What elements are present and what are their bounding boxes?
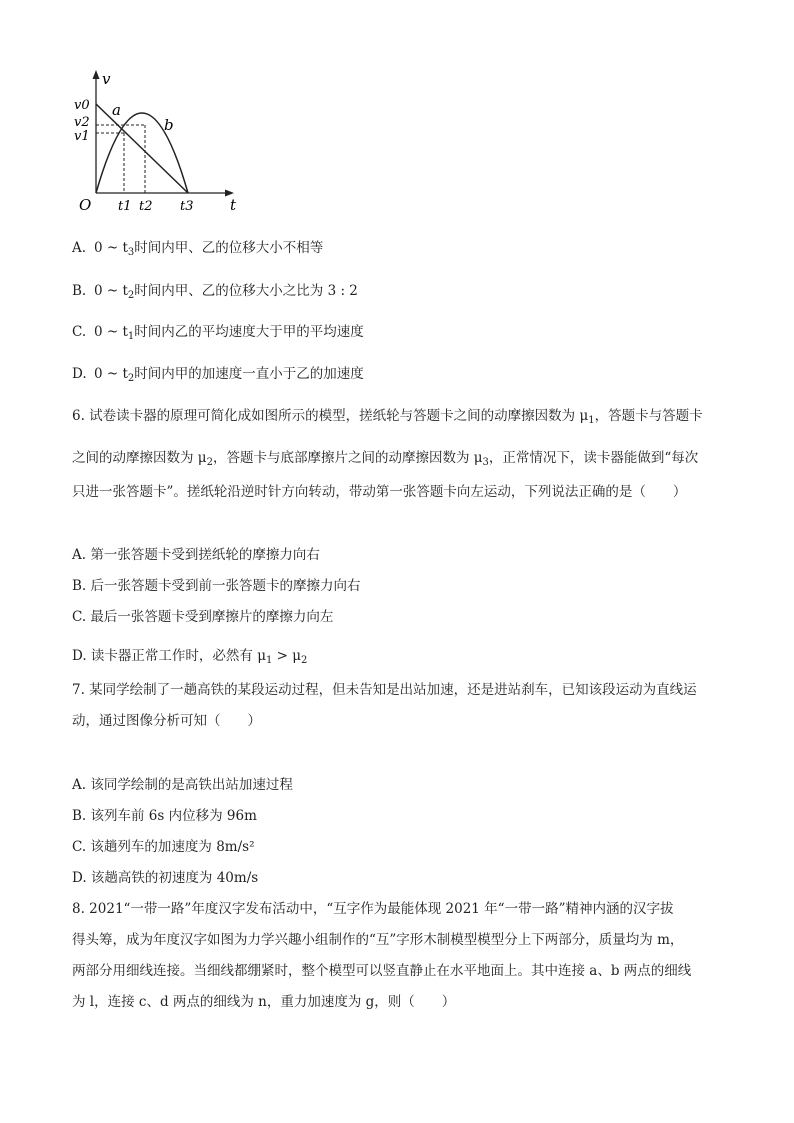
q6-option-b: B. 后一张答题卡受到前一张答题卡的摩擦力向右	[72, 578, 361, 594]
q6-stem-line-1: 6. 试卷读卡器的原理可简化成如图所示的模型，搓纸轮与答题卡之间的动摩擦因数为 $\mu_1$，答题卡与答题卡	[72, 408, 703, 426]
vt-graph	[70, 68, 250, 218]
q7-option-d: D. 该趟高铁的初速度为 40m/s	[72, 870, 259, 886]
q7-option-b: B. 该列车前 6s 内位移为 96m	[72, 808, 257, 824]
q5-option-d: D. 0 ~ $t_2$时间内甲的加速度一直小于乙的加速度	[72, 366, 364, 384]
label-v-axis: v	[102, 70, 111, 88]
q5-a-range: 0 ~ t	[94, 240, 128, 256]
label-v0: v0	[74, 98, 90, 113]
q7-option-c: C. 该趟列车的加速度为 8m/s²	[72, 839, 255, 855]
q6-stem-line-2: 之间的动摩擦因数为 $\mu_2$，答题卡与底部摩擦片之间的动摩擦因数为 $\mu_3$，正常情况下，读卡器能做到“每次	[72, 450, 699, 468]
q8-stem-line-2: 得头筹，成为年度汉字如图为力学兴趣小组制作的“互”字形木制模型模型分上下两部分，质量均为 m，	[72, 932, 684, 948]
q7-stem-line-1: 7. 某同学绘制了一趟高铁的某段运动过程，但未告知是出站加速，还是进站刹车，已知该段运动为直线运	[72, 682, 697, 698]
q7-option-a: A. 该同学绘制的是高铁出站加速过程	[72, 777, 293, 793]
q8-stem-line-3: 两部分用细线连接。当细线都绷紧时，整个模型可以竖直静止在水平地面上。其中连接 a、b 两点的细线	[72, 963, 692, 979]
label-v1: v1	[74, 129, 90, 144]
label-curve-b: b	[164, 116, 174, 134]
q6-option-c: C. 最后一张答题卡受到摩擦片的摩擦力向左	[72, 609, 334, 625]
label-t2: t2	[139, 199, 153, 214]
q6-stem-line-3: 只进一张答题卡”。搓纸轮沿逆时针方向转动，带动第一张答题卡向左运动，下列说法正确的是（ ）	[72, 484, 687, 500]
y-axis-arrow	[93, 70, 100, 79]
q5-option-c: C. 0 ~ $t_1$时间内乙的平均速度大于甲的平均速度	[72, 324, 364, 342]
q8-stem-line-1: 8. 2021“一带一路”年度汉字发布活动中，“互字作为最能体现 2021 年“一带一路”精神内涵的汉字拔	[72, 901, 674, 917]
q7-stem-line-2: 动，通过图像分析可知（ ）	[72, 713, 261, 729]
line-a	[96, 104, 188, 193]
q5-option-a: A. 0 ~ $t_3$时间内甲、乙的位移大小不相等	[72, 240, 324, 258]
q8-stem-line-4: 为 l，连接 c、d 两点的细线为 n，重力加速度为 g，则（ ）	[72, 994, 456, 1010]
label-t1: t1	[118, 199, 132, 214]
q5-option-b: B. 0 ~ $t_2$时间内甲、乙的位移大小之比为 3 : 2	[72, 283, 358, 301]
label-t3: t3	[180, 199, 194, 214]
label-v2: v2	[74, 115, 90, 130]
label-curve-a: a	[112, 101, 121, 119]
label-origin: O	[79, 196, 92, 214]
q6-option-d: D. 读卡器正常工作时，必然有 $\mu_1 > \mu_2$	[72, 648, 308, 666]
label-t-axis: t	[230, 196, 237, 214]
q6-option-a: A. 第一张答题卡受到搓纸轮的摩擦力向右	[72, 547, 320, 563]
